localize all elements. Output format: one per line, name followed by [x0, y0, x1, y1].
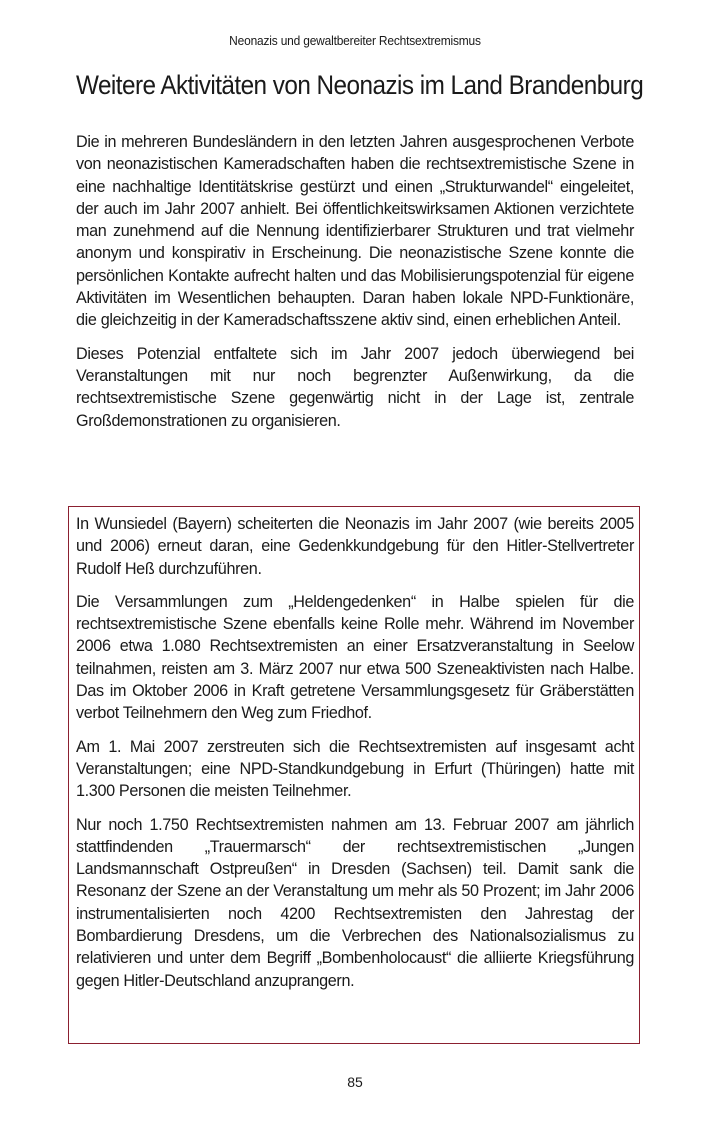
intro-paragraph: Dieses Potenzial entfaltete sich im Jahr 2007 jedoch überwiegend bei Veranstaltungen mit nur noch begrenzter Außenwirkung, da die rechtsextremistische Szene gegenwärtig nicht in der Lage ist, zentrale Großdemonstrationen zu organisieren. — [76, 344, 634, 430]
box-paragraph: Nur noch 1.750 Rechtsextremisten nahmen am 13. Februar 2007 am jährlich stattfindenden „Trauermarsch“ der rechtsextremistischen „Jungen Landsmannschaft Ostpreußen“ in Dresden (Sachsen) teil. Damit sank die Resonanz der Szene an der Veranstaltung um mehr als 50 Prozent; im Jahr 2006 instrumentalisierten noch 4200 Rechtsextremisten den Jahrestag der Bombardierung Dresdens, um die Verbrechen des Nationalsozialismus zu relativieren und unter dem Begriff „Bombenholocaust“ die alliierte Kriegsführung gegen Hitler-Deutschland anzuprangern. — [76, 815, 634, 990]
intro-text — [76, 131, 634, 443]
page-number: 85 — [347, 1074, 363, 1090]
page-title: Weitere Aktivitäten von Neonazis im Land Brandenburg — [76, 70, 644, 100]
box-paragraph: Am 1. Mai 2007 zerstreuten sich die Rechtsextremisten auf insgesamt acht Veranstaltungen; eine NPD-Standkundgebung in Erfurt (Thüringen) hatte mit 1.300 Personen die meisten Teilnehmer. — [76, 737, 634, 801]
box-paragraph: In Wunsiedel (Bayern) scheiterten die Neonazis im Jahr 2007 (wie bereits 2005 und 2006) erneut daran, eine Gedenkkundgebung für den Hitler-Stellvertreter Rudolf Heß durchzuführen. — [76, 515, 634, 578]
intro-paragraph: Die in mehreren Bundesländern in den letzten Jahren ausgesprochenen Verbote von neonazistischen Kameradschaften haben die rechtsextremistische Szene in eine nachhaltige Identitätskrise gestürzt und einen „Strukturwandel“ eingeleitet, der auch im Jahr 2007 anhielt. Bei öffentlichkeitswirksamen Aktionen verzichtete man zunehmend auf die Nennung identifizierbarer Strukturen und trat vielmehr anonym und konspirativ in Erscheinung. Die neonazistische Szene konnte die persönlichen Kontakte aufrecht halten und das Mobilisierungspotenzial für eigene Aktivitäten im Wesentlichen behaupten. Daran haben lokale NPD-Funktionäre, die gleichzeitig in der Kameradschaftsszene aktiv sind, einen erheblichen Anteil. — [76, 133, 634, 330]
highlight-box-text — [76, 513, 634, 1003]
running-header: Neonazis und gewaltbereiter Rechtsextremismus — [229, 33, 481, 48]
box-paragraph: Die Versammlungen zum „Heldengedenken“ in Halbe spielen für die rechtsextremistische Szene ebenfalls keine Rolle mehr. Während im November 2006 etwa 1.080 Rechtsextremisten an einer Ersatzveranstaltung in Seelow teilnahmen, reisten am 3. März 2007 nur etwa 500 Szeneaktivisten nach Halbe. Das im Oktober 2006 in Kraft getretene Versammlungsgesetz für Gräberstätten verbot Teilnehmern den Weg zum Friedhof. — [76, 592, 634, 723]
